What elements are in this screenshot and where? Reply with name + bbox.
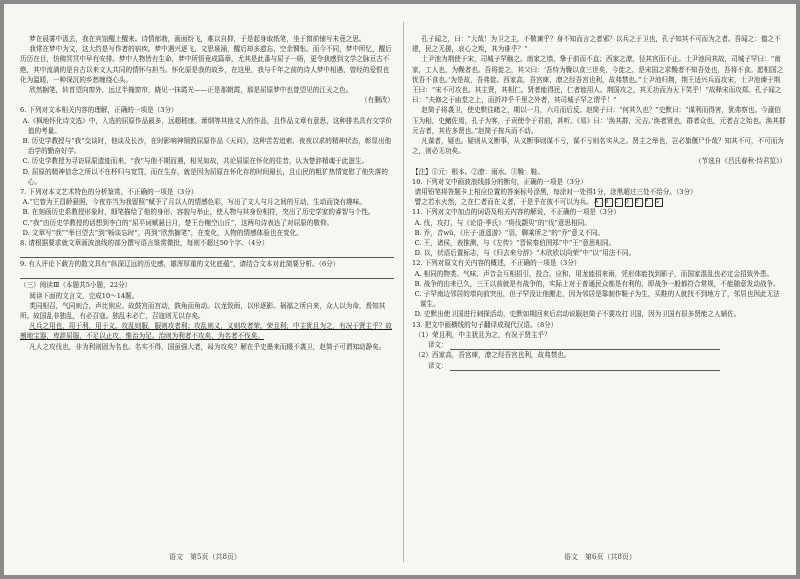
source-citation: （节选自《吕氏春秋·恃君览》） (694, 157, 786, 166)
translation-label: 译文： (427, 361, 448, 370)
q6-option-d: D. 屈原的精神信念之所以不在杯归与宽罚，而在生存，就是因为屈原在怀化存的时间最长，且山民的粗犷热情宽慰了他失落的心。 (22, 167, 388, 186)
q6-option-b: B. 历史学教授与“我”交谈时，他谈及长沙，在时影响神铜敦屈原作品《天问》，这种苦苦追索、夜夜以求的精神状态，彰显出他治学的勤奋好学。 (22, 137, 392, 156)
q7-option-a: A.“它曾为王昌龄悬照，今夜亦当为我留照”赋予了月以人的情感色彩，写出了文人与月之间的互动，生动而饶有趣味。 (22, 198, 366, 207)
answer-line (20, 269, 394, 279)
q13-item-2: （2）西家高，吾宫庳，潦之经吾宫也利，故弗禁也。 (414, 351, 571, 360)
classical-paragraph: 士尹池为荆使于宋，司城子罕觞之。南家之墙，挚于前而不直；西家之潦，径其宫而不止。士尹池问其故，司城子罕曰：“南家，工人也，为鞔者也。吾将徙之，其父曰：‘吾恃为鞔以食三世矣，今徙之，是宋国之求鞔者不知吾处也，吾将不食。愿相国之忧吾不食也。’为是故，吾弗徙。西家高，吾宫庳，潦之经吾宫也利，故弗禁也。”士尹池归荆，荆王适兴兵而攻宋，士尹池谏于荆王曰：“宋不可攻也。其主贤，其相仁。贤者能得民，仁者能用人。荆国攻之，其无功而为天下笑乎！”故释宋而攻郑。孔子闻之曰：“夫修之于庙堂之上，而折冲乎千里之外者，其司城子罕之谓乎！” (412, 55, 784, 105)
translation-answer-line[interactable] (450, 362, 720, 371)
question-9: 9. 有人评论下载方的散文具有“纵深辽远的历史感，雄浑厚重的文化底蕴”，请结合文本对此简要分析。（6分） (20, 260, 340, 269)
translation-row (412, 361, 786, 371)
passage-paragraph: 梦在晨雾中汲去，我在宾馆醒上醒来。诗情郁勃，画面纷飞，难以自抑，于是起身取纸笔，坐于窗前铺写未竟之思。 (29, 35, 366, 43)
question-8: 8. 请根据要求就文章画波浪线的部分撰写语言鉴赏微批，每则不超过50个字。（4分） (20, 239, 269, 248)
right-page (412, 34, 786, 371)
box-f[interactable]: F (645, 198, 653, 207)
page-footer-left: 语文 第5页（共8页） (169, 553, 241, 561)
box-g[interactable]: G (655, 198, 663, 207)
question-6-stem: 6. 下列对文本相关内容的理解，正确的一项是（3分） (20, 106, 178, 115)
classical-paragraph: 凡兵之用也，用于利，用于义。攻乱则服，服则攻者利；攻乱则义，义则攻者荣。荣且利，中主犹且为之，有况于贤主乎？故割地宝器，卑辞屈服，不足以止攻，惟治为足。治则为利者不攻矣，为名者不伐矣。 (20, 322, 392, 341)
classical-paragraph: 赵简子将袭卫，使史默往睹之，期以一月，六月而后反。赵简子曰：“何其久也？”史默曰：“谋利而得害，犹弗察也。今蘧伯玉为相，史鰌佐焉，孔子为客，子贡使令于君前，甚听。《易》曰：‘涣其群，元吉。’涣者贤也，群者众也，元者吉之始也。涣其群元吉者，其佐多贤也。”赵简子按兵而不动。 (412, 106, 786, 135)
q12-option-d: D. 史默出使卫国进行刺探活动，史默如期回来后启动说服赵简子不要攻打卫国，因为卫国有很多贤能之人辅佐。 (414, 310, 741, 319)
q10-sentence-text: 譬之若水火然，之在仁者而在义者，于是乎在彼不可以为兵。 (414, 198, 593, 207)
q12-option-b: B. 战争的由来已久，三王以前就是有战争的，实际上对于普通民众都是有利的，即战争一般都符合常规，不能随意发动战争。 (414, 279, 780, 288)
q7-option-b: B. 在刻画历史系教授形象时，细笔描绘了他的身形、容貌与举止，使人物与其身份相符，突出了历史学家的睿智与个性。 (22, 208, 375, 217)
question-13-stem: 13. 把文中画横线的句子翻译成现代汉语。（8分） (412, 320, 558, 329)
annotation-notes: 【注】①元：根本。②潦：雨水。③鞔：鞋。 (412, 167, 544, 176)
question-10-stem: 10. 下列对文中画波浪线部分的断句，正确的一项是（3分） (412, 177, 588, 186)
q6-option-c: C. 历史学教授为寻访屈原遗迹而来，“我”与他不期而遇，相见如故，共论屈原在怀化的往昔，认为楚辞精魂于此滋生。 (22, 157, 369, 166)
answer-line (20, 248, 394, 258)
q12-option-c: C. 子罕南边邻居的墙向前突出，但子罕没让他搬走，因为邻居是靠制作鞋子为生，买鞋的人就找不到地方了，邻居也因此无法谋生。 (414, 290, 780, 309)
classical-paragraph: 凡谋者，疑也。疑则从义断事，从义断事则谋不亏，谋不亏则名实从之。贤主之举也，岂必旗偃尸仆哉？知其不可，不可而为之，则必无功矣。 (412, 137, 784, 156)
translation-label: 译文： (427, 341, 448, 350)
translation-row (412, 340, 786, 350)
passage-paragraph: 欣然搁笔，转首望向窗外，远过半掩窗帘，晓见一抹霞光——正是那朝霞，那是屈原梦中也曾望见的江天之色。 (29, 86, 353, 95)
box-b[interactable]: B (605, 198, 613, 207)
q10-sentence (412, 197, 786, 207)
question-12-stem: 12. 下列对原文有关内容的概述，不正确的一项是（3分） (412, 259, 581, 268)
box-d[interactable]: D (625, 198, 633, 207)
question-11-stem: 11. 下列对文中加点的词语及相关内容的解说，不正确的一项是（3分） (412, 208, 620, 217)
classical-paragraph: 凡人之攻伐也，非为利则固为名也。名实不得，国虽强大者，曷为攻矣？解在乎史墨来而辍不袭卫，赵简子可谓知动静矣。 (29, 342, 386, 351)
exam-sheet (4, 4, 796, 575)
q12-option-a: A. 相同的物类、气味、声音会互相招引，投合、应和，用龙能招来雨，凭形体能找到影子，而国家混乱也必定会招致外患。 (414, 269, 774, 278)
classical-paragraph: 孔子闻之，曰：“大哉！为卫之主，不敬谏乎？身不知而言之者邪？以兵之于卫也，孔子知其不可而为之者。吾闻之：德之不建，民之无援，哀心之疾，其为谁乎？” (412, 35, 781, 54)
box-e[interactable]: E (635, 198, 643, 207)
q11-option-c: C. 王，诸侯，表推测，与《左传》“晋侯秦伯围郑”中“王”意思相同。 (414, 239, 616, 248)
left-page (20, 34, 394, 352)
passage-paragraph: 我常在梦中为文，这大约是写作者的宿疾。梦中遇兴逐飞，文思泉涌，醒后却多遗忘，空余惆怅。而今不同，梦中所忆，醒后历历在目，仿佛冥冥中早有安排。梦中人物皆有生命，梦中所悟竟成篇章，尤其是此番与屈子一晤，更令我感到文学之脉亘古不绝，其中流淌的是自古以来文人共同的情怀与担当。怀化原是我的故乡，在这里，我与千年之前的诗人梦中相遇，曾经的爱恨也化为温暖，一种深沉的乡愁缠绕心头。 (20, 45, 392, 84)
source-note: （有删改） (361, 96, 394, 105)
q11-option-b: B. 乔，音wū，《庄子·逍遥游》“羽，聊乘所之”的“乔”意义不同。 (414, 228, 605, 237)
q13-item-1: （1）荣且利，中主犹且为之，有况于贤主乎？ (414, 330, 551, 339)
classical-paragraph: 类同相召，气同则合，声比则应。故鼓宫而宫动，鼓角而角动。以龙致雨，以形逐影。祸福之所自来，众人以为命，焉知其所。故国乱非独乱，有必召寇。独乱未必亡，召寇则无以存矣。 (20, 301, 386, 321)
page-divider (403, 22, 404, 562)
section-instruction: 阅读下面的文言文，完成10～14题。 (29, 291, 139, 300)
box-c[interactable]: C (615, 198, 623, 207)
q7-option-c: C.“我”由历史学教授的话想到李白的“屈平词赋悬日月，楚王台榭空山丘”，这两句诗表达了对屈原的敬仰。 (22, 218, 334, 227)
q11-option-d: D. 以，状语后置标志，与《归去来兮辞》“木欣欣以向荣”中“以”用法不同。 (414, 249, 636, 258)
page-footer-right: 语文 第6页（共8页） (564, 553, 636, 561)
question-7-stem: 7. 下列对本文艺术特色的分析鉴赏，不正确的一项是（3分） (20, 188, 198, 197)
translation-answer-line[interactable] (450, 341, 720, 350)
q7-option-d: D. 文章写“我”“举目望去”到“畅谈忘时”，再到“欣然搁笔”，在变化，人物的情感体验也在变化。 (22, 228, 303, 237)
q11-option-a: A. 伐，攻打，与《论语·季氏》“将伐颛臾”的“伐”意思相同。 (414, 218, 591, 227)
box-a[interactable]: A (595, 198, 603, 207)
q6-option-a: A.《枫地怀化诗文选》中，入选的屈原作品最多，远超嵇康、萧纲等其他文人的作品，且作品文章有意思，这种排名具有文学价值的考量。 (22, 116, 393, 135)
section-title: （三）阅读Ⅲ（本题共5小题，22分） (20, 281, 132, 290)
q10-instruction: 请用铅笔将答题卡上相应位置的答案标号涂黑，每涂对一处得1分，涂黑超过三处不给分。（3分） (414, 188, 697, 197)
